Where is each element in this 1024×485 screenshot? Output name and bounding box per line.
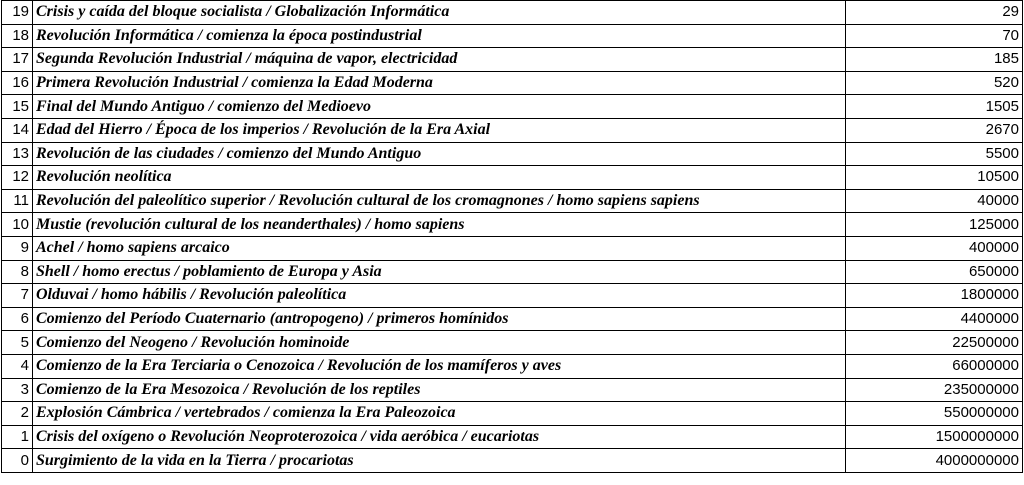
table-row: [2, 166, 1023, 190]
row-index-cell: 15: [2, 95, 33, 119]
table-row: [2, 449, 1023, 473]
table-row: [2, 402, 1023, 426]
row-index-cell: 11: [2, 189, 33, 213]
event-description-cell: Segunda Revolución Industrial / máquina de vapor, electricidad: [33, 48, 846, 72]
timeline-table-body: [2, 1, 1023, 473]
event-description-cell: Primera Revolución Industrial / comienza la Edad Moderna: [33, 71, 846, 95]
row-index-cell: 7: [2, 284, 33, 308]
years-value-cell: 10500: [846, 166, 1023, 190]
years-value-cell: 22500000: [846, 331, 1023, 355]
row-index-cell: 17: [2, 48, 33, 72]
table-row: [2, 331, 1023, 355]
row-index-cell: 14: [2, 118, 33, 142]
event-description-cell: Comienzo de la Era Mesozoica / Revolución de los reptiles: [33, 378, 846, 402]
event-description-cell: Explosión Cámbrica / vertebrados / comienza la Era Paleozoica: [33, 402, 846, 426]
table-row: [2, 48, 1023, 72]
years-value-cell: 4400000: [846, 307, 1023, 331]
table-row: [2, 425, 1023, 449]
years-value-cell: 66000000: [846, 354, 1023, 378]
row-index-cell: 2: [2, 402, 33, 426]
row-index-cell: 9: [2, 236, 33, 260]
event-description-cell: Revolución neolítica: [33, 166, 846, 190]
years-value-cell: 400000: [846, 236, 1023, 260]
years-value-cell: 5500: [846, 142, 1023, 166]
event-description-cell: Final del Mundo Antiguo / comienzo del Medioevo: [33, 95, 846, 119]
row-index-cell: 1: [2, 425, 33, 449]
event-description-cell: Edad del Hierro / Época de los imperios / Revolución de la Era Axial: [33, 118, 846, 142]
row-index-cell: 3: [2, 378, 33, 402]
row-index-cell: 16: [2, 71, 33, 95]
years-value-cell: 520: [846, 71, 1023, 95]
years-value-cell: 1505: [846, 95, 1023, 119]
event-description-cell: Revolución de las ciudades / comienzo del Mundo Antiguo: [33, 142, 846, 166]
years-value-cell: 1500000000: [846, 425, 1023, 449]
years-value-cell: 29: [846, 1, 1023, 25]
table-row: [2, 260, 1023, 284]
row-index-cell: 0: [2, 449, 33, 473]
row-index-cell: 5: [2, 331, 33, 355]
row-index-cell: 12: [2, 166, 33, 190]
timeline-table: [1, 0, 1023, 473]
row-index-cell: 6: [2, 307, 33, 331]
table-row: [2, 189, 1023, 213]
table-row: [2, 307, 1023, 331]
years-value-cell: 185: [846, 48, 1023, 72]
table-row: [2, 95, 1023, 119]
event-description-cell: Achel / homo sapiens arcaico: [33, 236, 846, 260]
event-description-cell: Mustie (revolución cultural de los neanderthales) / homo sapiens: [33, 213, 846, 237]
years-value-cell: 4000000000: [846, 449, 1023, 473]
years-value-cell: 125000: [846, 213, 1023, 237]
table-row: [2, 284, 1023, 308]
table-row: [2, 142, 1023, 166]
event-description-cell: Revolución del paleolítico superior / Revolución cultural de los cromagnones / homo sapiens sapiens: [33, 189, 846, 213]
years-value-cell: 650000: [846, 260, 1023, 284]
table-row: [2, 118, 1023, 142]
years-value-cell: 2670: [846, 118, 1023, 142]
table-row: [2, 378, 1023, 402]
table-row: [2, 24, 1023, 48]
table-row: [2, 236, 1023, 260]
event-description-cell: Crisis del oxígeno o Revolución Neoproterozoica / vida aeróbica / eucariotas: [33, 425, 846, 449]
years-value-cell: 1800000: [846, 284, 1023, 308]
row-index-cell: 8: [2, 260, 33, 284]
row-index-cell: 4: [2, 354, 33, 378]
row-index-cell: 13: [2, 142, 33, 166]
event-description-cell: Olduvai / homo hábilis / Revolución paleolítica: [33, 284, 846, 308]
event-description-cell: Comienzo del Período Cuaternario (antropogeno) / primeros homínidos: [33, 307, 846, 331]
years-value-cell: 70: [846, 24, 1023, 48]
table-row: [2, 354, 1023, 378]
years-value-cell: 40000: [846, 189, 1023, 213]
event-description-cell: Revolución Informática / comienza la época postindustrial: [33, 24, 846, 48]
row-index-cell: 19: [2, 1, 33, 25]
row-index-cell: 18: [2, 24, 33, 48]
table-row: [2, 213, 1023, 237]
row-index-cell: 10: [2, 213, 33, 237]
event-description-cell: Comienzo de la Era Terciaria o Cenozoica / Revolución de los mamíferos y aves: [33, 354, 846, 378]
event-description-cell: Comienzo del Neogeno / Revolución hominoide: [33, 331, 846, 355]
event-description-cell: Surgimiento de la vida en la Tierra / procariotas: [33, 449, 846, 473]
event-description-cell: Crisis y caída del bloque socialista / Globalización Informática: [33, 1, 846, 25]
table-row: [2, 71, 1023, 95]
table-row: [2, 1, 1023, 25]
years-value-cell: 235000000: [846, 378, 1023, 402]
years-value-cell: 550000000: [846, 402, 1023, 426]
event-description-cell: Shell / homo erectus / poblamiento de Europa y Asia: [33, 260, 846, 284]
